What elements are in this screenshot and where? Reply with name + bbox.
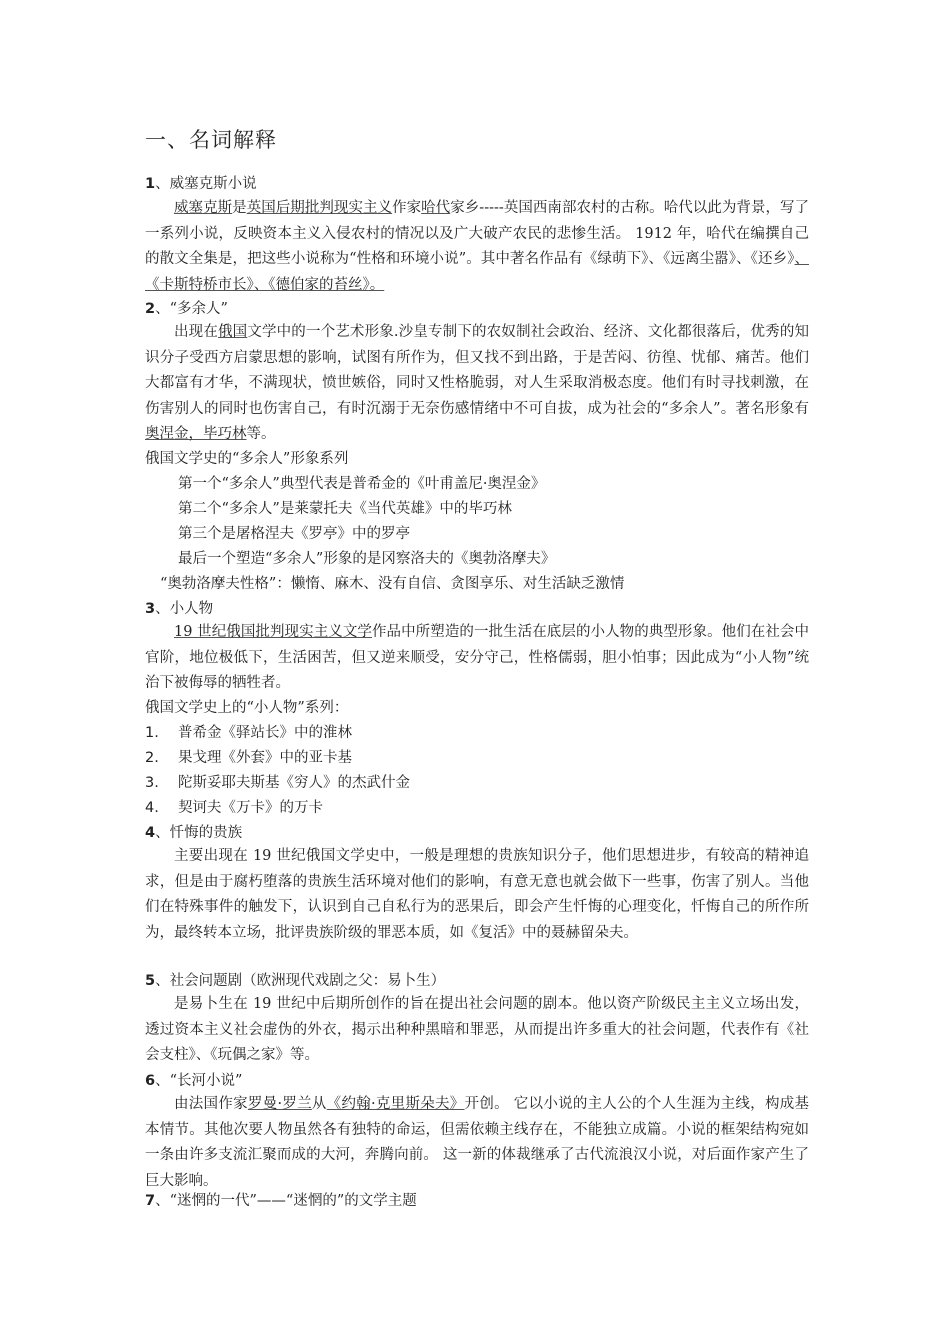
- paragraph: [145, 620, 809, 697]
- text-run: 由法国作家: [174, 1096, 248, 1112]
- list-item: [145, 771, 410, 792]
- section-title: 、“迷惘的一代”——“迷惘的”的文学主题: [155, 1193, 417, 1209]
- text-run: 作品中所塑造的一批生活在底层的小人物的典型形象。他们在社会中官阶，地位极低下，生活困苦，但又逆来顺受，安分守己，性格儒弱，胆小怕事；因此成为“小人物”统治下被侮辱的牺牲者。: [145, 624, 809, 691]
- list-text: 普希金《驿站长》中的淮林: [178, 725, 352, 741]
- list-item: 第一个“多余人”典型代表是普希金的《叶甫盖尼·奥涅金》: [178, 476, 546, 492]
- section-number: 3: [145, 601, 156, 617]
- section-heading: [145, 1189, 417, 1210]
- list-item: 最后一个塑造“多余人”形象的是冈察洛夫的《奥勃洛摩夫》: [178, 551, 556, 567]
- list-number: 1.: [145, 725, 159, 741]
- section-heading: [145, 1069, 242, 1090]
- underlined-term: 英国后期批判现实主义: [246, 200, 393, 216]
- list-number: 3.: [145, 775, 159, 791]
- section-title: 、忏悔的贵族: [155, 825, 243, 841]
- list-item: 第三个是屠格涅夫《罗亭》中的罗亭: [178, 526, 410, 542]
- section-number: 6: [145, 1073, 156, 1089]
- section-title: 、“多余人”: [155, 301, 228, 317]
- underlined-term: 俄国: [217, 324, 248, 340]
- list-text: 陀斯妥耶夫斯基《穷人》的杰武什金: [178, 775, 410, 791]
- list-number: 2.: [145, 750, 159, 766]
- underlined-term: 哈代: [421, 200, 451, 216]
- text-run: 是: [232, 200, 247, 216]
- text-run: 家乡-----英国西南部农村的古称。哈代以此为背景，写了一系列小说，反映资本主义入侵农村的情况以及广大破产农民的悲惨生活。 1912 年，哈代在编撰自己的散文全集是，把这些小说称为“性格和环境小说”。其中著名作品有《绿萌下》、《远离尘嚣》、《还乡》: [145, 200, 810, 267]
- oblomov-note: “奥勃洛摩夫性格”：懒惰、麻木、没有自信、贪图享乐、对生活缺乏激情: [160, 576, 625, 592]
- paragraph: [145, 196, 809, 298]
- section-heading: [145, 297, 228, 318]
- paragraph: 是易卜生在 19 世纪中后期所创作的旨在提出社会问题的剧本。他以资产阶级民主主义立场出发，透过资本主义社会虚伪的外衣，揭示出种种黑暗和罪恶，从而提出许多重大的社会问题，代表作有《社会支柱》、《玩偶之家》等。: [145, 996, 809, 1063]
- section-title: 、“长河小说”: [155, 1073, 243, 1089]
- underlined-term: 19 世纪俄国批判现实主义文学: [174, 624, 372, 640]
- underlined-term: 《约翰·克里斯朵夫》: [326, 1096, 465, 1112]
- section-heading: [145, 821, 242, 842]
- series-title: 俄国文学史上的“小人物”系列：: [145, 700, 349, 716]
- section-number: 5: [145, 973, 156, 989]
- section-number: 2: [145, 301, 156, 317]
- underlined-term: 威塞克斯: [174, 200, 233, 216]
- section-heading: [145, 597, 213, 618]
- section-title: 、威塞克斯小说: [155, 176, 257, 192]
- section-title: 、社会问题剧（欧洲现代戏剧之父：易卜生）: [155, 973, 446, 989]
- text-run: 开创。 它以小说的主人公的个人生涯为主线，构成基本情节。其他次要人物虽然各有独特的命运，但需依赖主线存在，不能独立成篇。小说的框架结构宛如一条由许多支流汇聚而成的大河，奔腾向前。 这一新的体裁继承了古代流浪汉小说，对后面作家产生了巨大影响。: [145, 1096, 810, 1189]
- text-run: 等。: [246, 426, 276, 442]
- list-number: 4.: [145, 800, 159, 816]
- list-item: [145, 721, 352, 742]
- series-title: 俄国文学史的“多余人”形象系列: [145, 451, 349, 467]
- list-text: 果戈理《外套》中的亚卡基: [178, 750, 352, 766]
- text-run: 从: [311, 1096, 327, 1112]
- text-run: 出现在: [174, 324, 218, 340]
- list-item: 第二个“多余人”是莱蒙托夫《当代英雄》中的毕巧林: [178, 501, 512, 517]
- page-title: 一、名词解释: [145, 128, 277, 152]
- section-number: 1: [145, 176, 156, 192]
- underlined-term: 、《卡斯特桥市长》、《德伯家的苔丝》。: [145, 251, 809, 293]
- underlined-term: 罗曼·罗兰: [247, 1096, 312, 1112]
- underlined-term: 奥涅金，毕巧林: [145, 426, 247, 442]
- list-item: [145, 746, 352, 767]
- paragraph: 主要出现在 19 世纪俄国文学史中，一般是理想的贵族知识分子，他们思想进步，有较高的精神追求，但是由于腐朽堕落的贵族生活环境对他们的影响，有意无意也就会做下一些事，伤害了别人。当他们在特殊事件的触发下，认识到自己自私行为的恶果后，即会产生忏悔的心理变化，忏悔自己的所作所为，最终转本立场，批评贵族阶级的罪恶本质，如《复活》中的聂赫留朵夫。: [145, 848, 809, 941]
- section-title: 、小人物: [155, 601, 214, 617]
- section-number: 7: [145, 1193, 156, 1209]
- text-run: 文学中的一个艺术形象.沙皇专制下的农奴制社会政治、经济、文化都很落后，优秀的知识分子受西方启蒙思想的影响，试图有所作为，但又找不到出路，于是苦闷、彷徨、忧郁、痛苦。他们大都富有才华，不满现状，愤世嫉俗，同时又性格脆弱，对人生采取消极态度。他们有时寻找刺激，在伤害别人的同时也伤害自己，有时沉溺于无奈伤感情绪中不可自拔，成为社会的“多余人”。著名形象有: [145, 324, 810, 417]
- section-heading: [145, 969, 445, 990]
- list-item: [145, 796, 323, 817]
- paragraph: [145, 1092, 809, 1194]
- paragraph: [145, 320, 809, 448]
- section-heading: [145, 172, 257, 193]
- section-number: 4: [145, 825, 156, 841]
- list-text: 契诃夫《万卡》的万卡: [178, 800, 323, 816]
- text-run: 作家: [392, 200, 422, 216]
